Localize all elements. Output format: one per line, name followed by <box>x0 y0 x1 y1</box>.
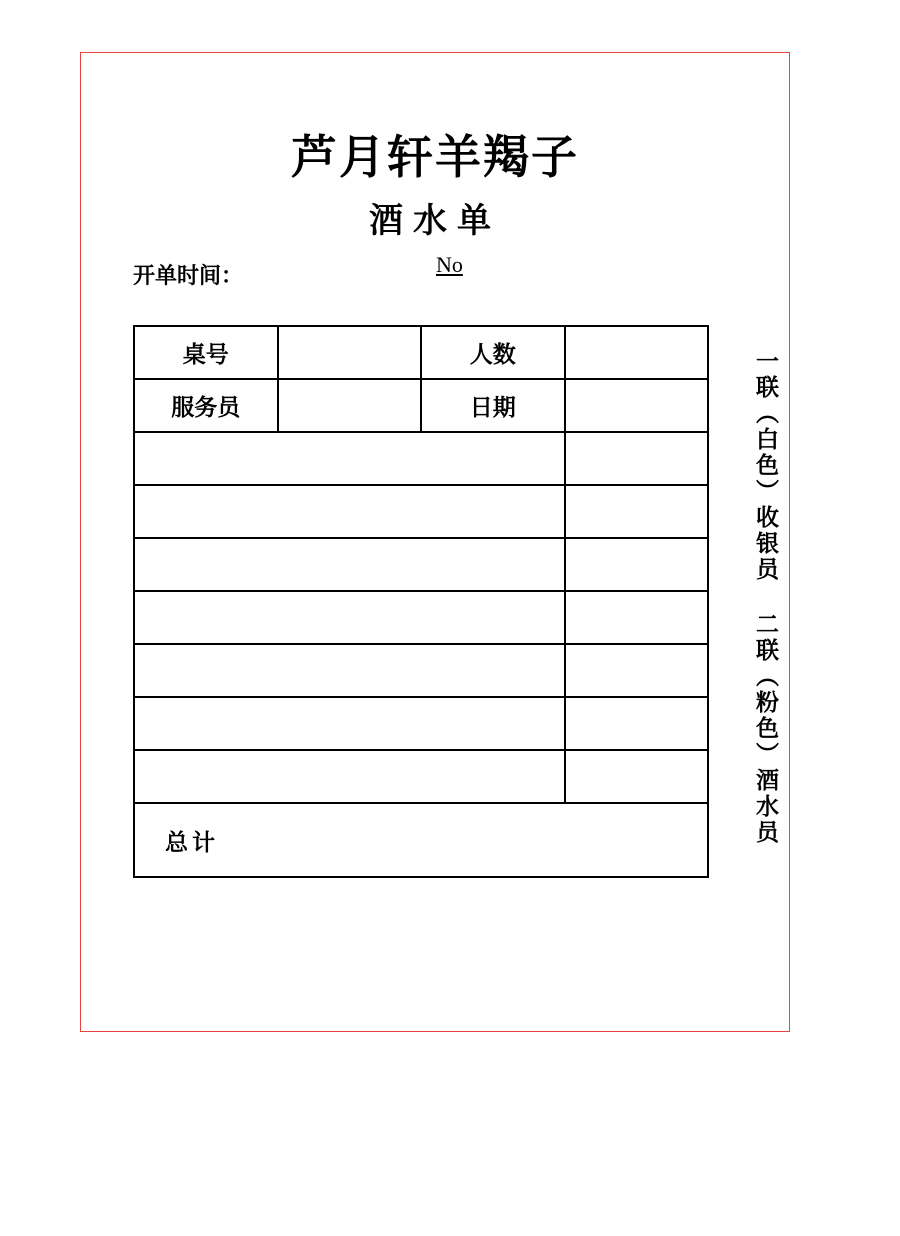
serial-number-text: No <box>436 252 463 277</box>
item-amount-cell[interactable] <box>565 432 709 485</box>
table-row <box>134 644 708 697</box>
table-row <box>134 750 708 803</box>
page-title: 芦月轩羊羯子 <box>291 130 579 184</box>
serial-number-label <box>436 249 463 286</box>
cell-guest-count-label: 人数 <box>421 326 565 379</box>
table-row <box>134 379 708 432</box>
item-amount-cell[interactable] <box>565 485 709 538</box>
item-name-cell[interactable] <box>134 750 565 803</box>
cell-date-value[interactable] <box>565 379 709 432</box>
cell-server-label: 服务员 <box>134 379 278 432</box>
cell-guest-count-value[interactable] <box>565 326 709 379</box>
receipt-sheet <box>80 52 790 1032</box>
total-label: 总计 <box>134 803 708 877</box>
item-name-cell[interactable] <box>134 432 565 485</box>
receipt-inner <box>81 53 789 1031</box>
table-row <box>134 591 708 644</box>
cell-server-value[interactable] <box>278 379 422 432</box>
item-name-cell[interactable] <box>134 485 565 538</box>
item-name-cell[interactable] <box>134 697 565 750</box>
table-row <box>134 326 708 379</box>
cell-table-number-label: 桌号 <box>134 326 278 379</box>
item-amount-cell[interactable] <box>565 538 709 591</box>
cell-table-number-value[interactable] <box>278 326 422 379</box>
item-amount-cell[interactable] <box>565 591 709 644</box>
item-amount-cell[interactable] <box>565 750 709 803</box>
order-table <box>133 325 709 878</box>
copy-distribution-note: 一联（白色）收银员 二联（粉色）酒水员 <box>752 349 778 846</box>
table-row-total <box>134 803 708 877</box>
item-name-cell[interactable] <box>134 538 565 591</box>
issue-time-label: 开单时间： <box>133 264 244 289</box>
table-row <box>134 432 708 485</box>
cell-date-label: 日期 <box>421 379 565 432</box>
table-row <box>134 697 708 750</box>
table-row <box>134 538 708 591</box>
meta-row <box>81 252 789 293</box>
item-name-cell[interactable] <box>134 644 565 697</box>
table-row <box>134 485 708 538</box>
item-name-cell[interactable] <box>134 591 565 644</box>
item-amount-cell[interactable] <box>565 644 709 697</box>
item-amount-cell[interactable] <box>565 697 709 750</box>
page-subtitle: 酒水单 <box>369 201 501 241</box>
